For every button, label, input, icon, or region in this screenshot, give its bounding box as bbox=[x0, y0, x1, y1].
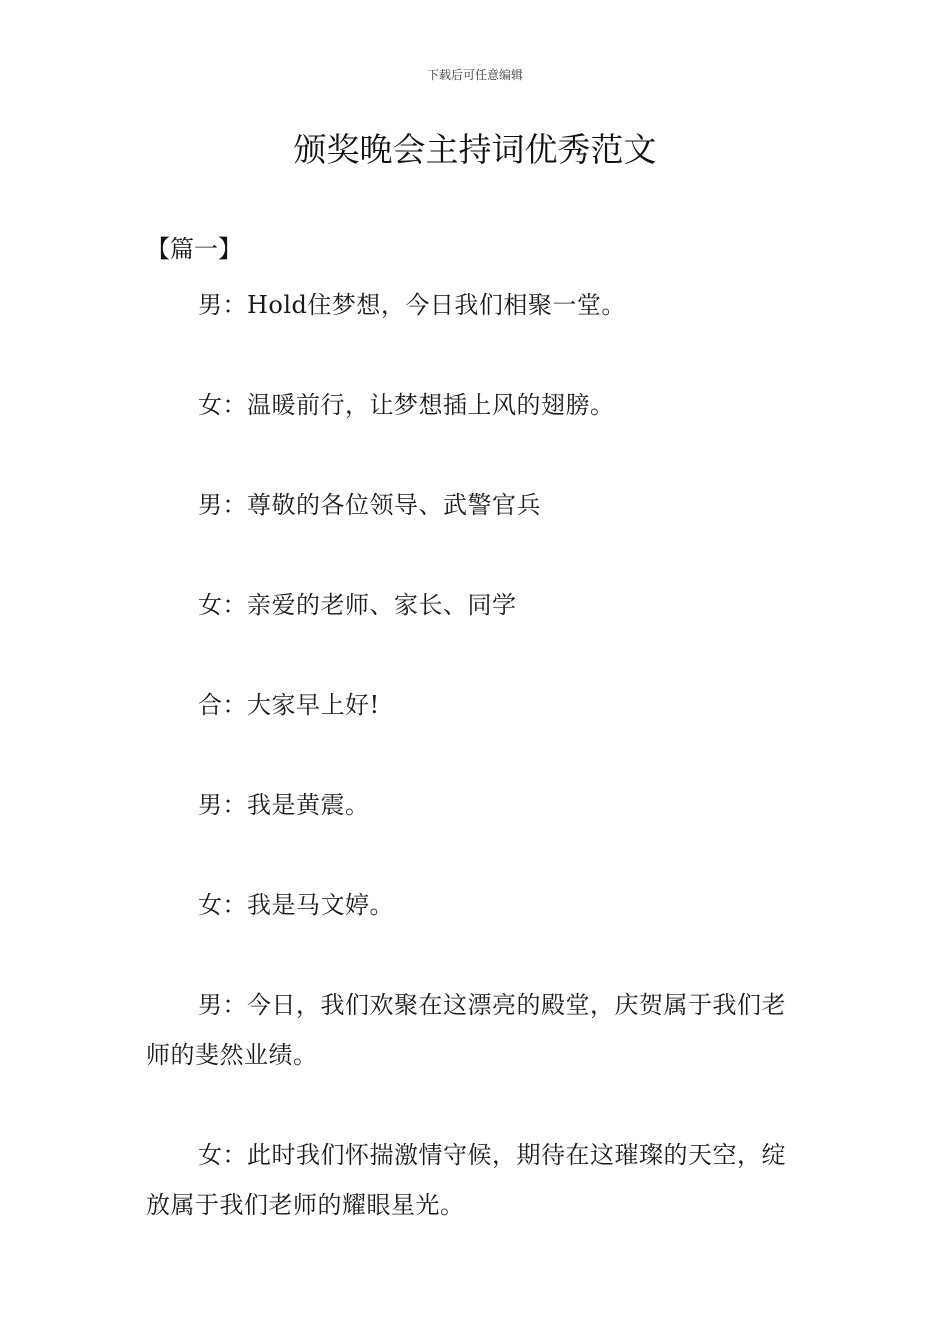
paragraph: 男：尊敬的各位领导、武警官兵 bbox=[198, 491, 541, 519]
section-heading: 【篇一】 bbox=[146, 235, 242, 263]
paragraph: 女：温暖前行，让梦想插上风的翅膀。 bbox=[198, 391, 615, 419]
paragraph: 女：此时我们怀揣激情守候，期待在这璀璨的天空，绽放属于我们老师的耀眼星光。 bbox=[146, 1141, 786, 1219]
paragraph: 男：今日，我们欢聚在这漂亮的殿堂，庆贺属于我们老师的斐然业绩。 bbox=[146, 991, 786, 1069]
paragraph: 女：亲爱的老师、家长、同学 bbox=[198, 591, 517, 619]
paragraph: 合：大家早上好! bbox=[198, 691, 380, 719]
paragraph: 女：我是马文婷。 bbox=[198, 891, 394, 919]
document-title: 颁奖晚会主持词优秀范文 bbox=[293, 130, 657, 169]
header-note: 下载后可任意编辑 bbox=[426, 68, 523, 82]
document-body bbox=[146, 280, 806, 1280]
paragraph: 男：我是黄震。 bbox=[198, 791, 370, 819]
paragraph: 男：Hold住梦想，今日我们相聚一堂。 bbox=[198, 291, 626, 319]
